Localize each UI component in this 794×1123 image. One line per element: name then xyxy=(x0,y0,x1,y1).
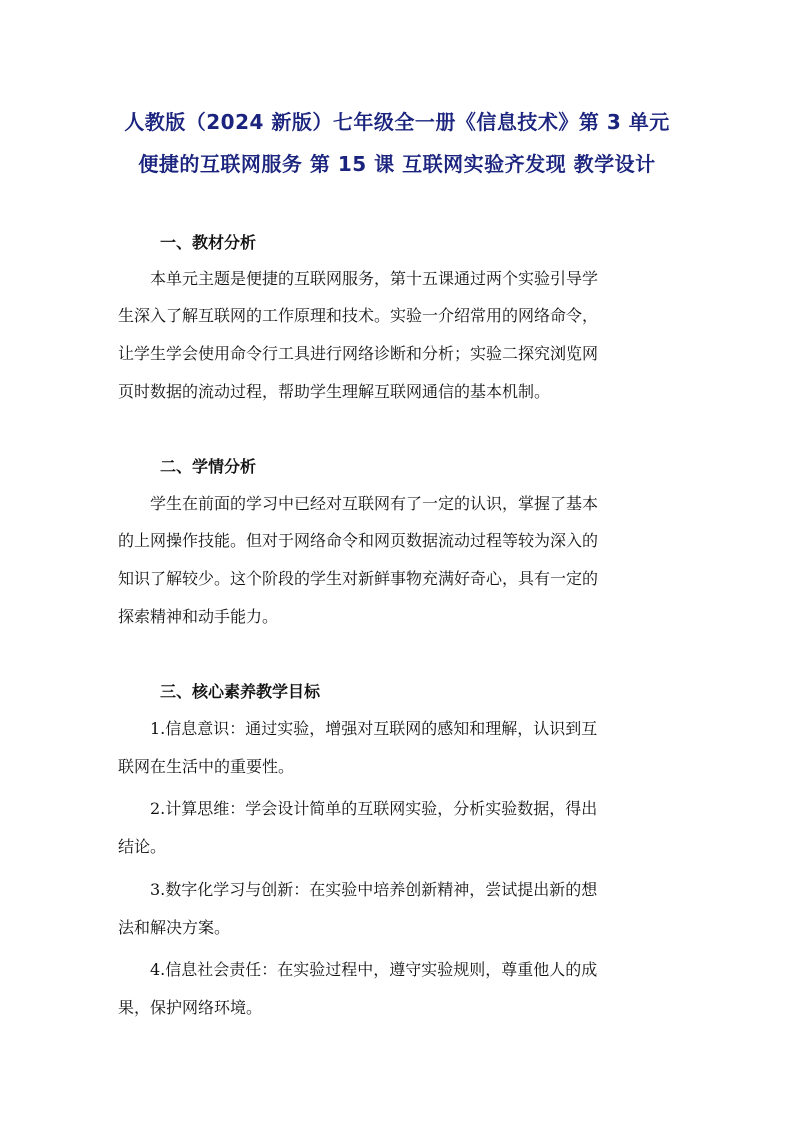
goal-item-line: 联网在生活中的重要性。 xyxy=(118,757,295,776)
paragraph-line: 知识了解较少。这个阶段的学生对新鲜事物充满好奇心，具有一定的 xyxy=(118,569,599,588)
section-heading-learner-analysis: 二、学情分析 xyxy=(160,457,257,476)
paragraph-line: 生深入了解互联网的工作原理和技术。实验一介绍常用的网络命令， xyxy=(118,306,599,325)
paragraph-line: 让学生学会使用命令行工具进行网络诊断和分析；实验二探究浏览网 xyxy=(118,344,599,363)
goal-item-line: 法和解决方案。 xyxy=(118,918,231,937)
paragraph-line: 的上网操作技能。但对于网络命令和网页数据流动过程等较为深入的 xyxy=(118,531,599,550)
section-heading-textbook-analysis: 一、教材分析 xyxy=(160,233,257,252)
goal-item-line: 3.数字化学习与创新：在实验中培养创新精神，尝试提出新的想 xyxy=(150,880,598,899)
section-heading-core-competency-goals: 三、核心素养教学目标 xyxy=(160,682,321,701)
document-title-line-2: 便捷的互联网服务 第 15 课 互联网实验齐发现 教学设计 xyxy=(138,152,656,176)
paragraph-line: 页时数据的流动过程，帮助学生理解互联网通信的基本机制。 xyxy=(118,382,551,401)
goal-item-line: 4.信息社会责任：在实验过程中，遵守实验规则，尊重他人的成 xyxy=(150,960,598,979)
goal-item-line: 1.信息意识：通过实验，增强对互联网的感知和理解，认识到互 xyxy=(150,719,598,738)
goal-item-line: 2.计算思维：学会设计简单的互联网实验，分析实验数据，得出 xyxy=(150,799,598,818)
goal-item-line: 结论。 xyxy=(118,837,167,856)
goal-item-line: 果，保护网络环境。 xyxy=(118,998,263,1017)
document-title-line-1: 人教版（2024 新版）七年级全一册《信息技术》第 3 单元 xyxy=(124,110,670,134)
paragraph-line: 本单元主题是便捷的互联网服务，第十五课通过两个实验引导学 xyxy=(150,269,599,288)
paragraph-line: 探索精神和动手能力。 xyxy=(118,607,279,626)
paragraph-line: 学生在前面的学习中已经对互联网有了一定的认识，掌握了基本 xyxy=(150,494,599,513)
